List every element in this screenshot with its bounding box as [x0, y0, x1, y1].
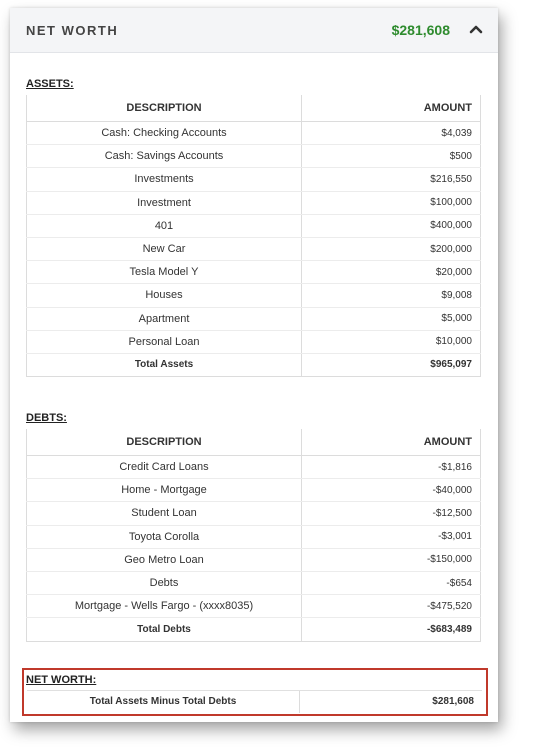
- row-description: New Car: [27, 237, 302, 260]
- row-description: Cash: Checking Accounts: [27, 122, 302, 145]
- table-row: [27, 595, 481, 618]
- row-description: Home - Mortgage: [27, 479, 302, 502]
- column-header-description: DESCRIPTION: [27, 429, 302, 456]
- row-amount: $500: [302, 145, 481, 168]
- row-amount: $400,000: [302, 214, 481, 237]
- row-amount: $216,550: [302, 168, 481, 191]
- assets-label: ASSETS:: [26, 78, 74, 90]
- net-worth-row: [27, 690, 482, 713]
- row-description: Investment: [27, 191, 302, 214]
- table-row: [27, 456, 481, 479]
- debts-header-row: [27, 429, 481, 456]
- table-row: [27, 307, 481, 330]
- row-description: Debts: [27, 571, 302, 594]
- row-description: Cash: Savings Accounts: [27, 145, 302, 168]
- row-description: 401: [27, 214, 302, 237]
- row-description: Mortgage - Wells Fargo - (xxxx8035): [27, 595, 302, 618]
- row-description: Toyota Corolla: [27, 525, 302, 548]
- table-row: [27, 122, 481, 145]
- row-description: Investments: [27, 168, 302, 191]
- row-amount: -$475,520: [302, 595, 481, 618]
- total-description: Total Debts: [27, 618, 302, 641]
- net-worth-summary: [22, 668, 488, 716]
- assets-header-row: [27, 95, 481, 122]
- row-amount: $100,000: [302, 191, 481, 214]
- table-row: [27, 330, 481, 353]
- row-amount: -$150,000: [302, 548, 481, 571]
- column-header-amount: AMOUNT: [302, 95, 481, 122]
- net-worth-label: NET WORTH:: [26, 674, 97, 686]
- net-worth-header[interactable]: [10, 8, 498, 53]
- total-row: [27, 353, 481, 376]
- row-description: Tesla Model Y: [27, 261, 302, 284]
- row-amount: $9,008: [302, 284, 481, 307]
- chevron-up-icon[interactable]: [468, 22, 484, 36]
- column-header-amount: AMOUNT: [302, 429, 481, 456]
- table-row: [27, 502, 481, 525]
- total-amount: $965,097: [302, 353, 481, 376]
- row-amount: $10,000: [302, 330, 481, 353]
- row-description: Houses: [27, 284, 302, 307]
- row-amount: -$654: [302, 571, 481, 594]
- table-row: [27, 548, 481, 571]
- table-row: [27, 284, 481, 307]
- table-row: [27, 525, 481, 548]
- row-amount: $20,000: [302, 261, 481, 284]
- table-row: [27, 479, 481, 502]
- total-amount: -$683,489: [302, 618, 481, 641]
- row-amount: -$40,000: [302, 479, 481, 502]
- total-row: [27, 618, 481, 641]
- table-row: [27, 168, 481, 191]
- row-amount: $200,000: [302, 237, 481, 260]
- row-description: Credit Card Loans: [27, 456, 302, 479]
- column-divider: [299, 691, 300, 713]
- net-worth-card: [10, 8, 498, 722]
- table-row: [27, 214, 481, 237]
- table-row: [27, 261, 481, 284]
- row-description: Student Loan: [27, 502, 302, 525]
- row-description: Apartment: [27, 307, 302, 330]
- table-row: [27, 571, 481, 594]
- header-total: $281,608: [391, 22, 450, 38]
- row-amount: $4,039: [302, 122, 481, 145]
- total-description: Total Assets: [27, 353, 302, 376]
- row-description: Geo Metro Loan: [27, 548, 302, 571]
- row-amount: $5,000: [302, 307, 481, 330]
- net-worth-amount: $281,608: [432, 696, 474, 707]
- row-description: Personal Loan: [27, 330, 302, 353]
- table-row: [27, 145, 481, 168]
- column-header-description: DESCRIPTION: [27, 95, 302, 122]
- row-amount: -$3,001: [302, 525, 481, 548]
- net-worth-description: Total Assets Minus Total Debts: [89, 696, 237, 707]
- debts-table: [26, 429, 481, 642]
- table-row: [27, 191, 481, 214]
- header-title: NET WORTH: [26, 23, 119, 38]
- assets-table: [26, 95, 481, 377]
- row-amount: -$12,500: [302, 502, 481, 525]
- table-row: [27, 237, 481, 260]
- row-amount: -$1,816: [302, 456, 481, 479]
- debts-label: DEBTS:: [26, 412, 67, 424]
